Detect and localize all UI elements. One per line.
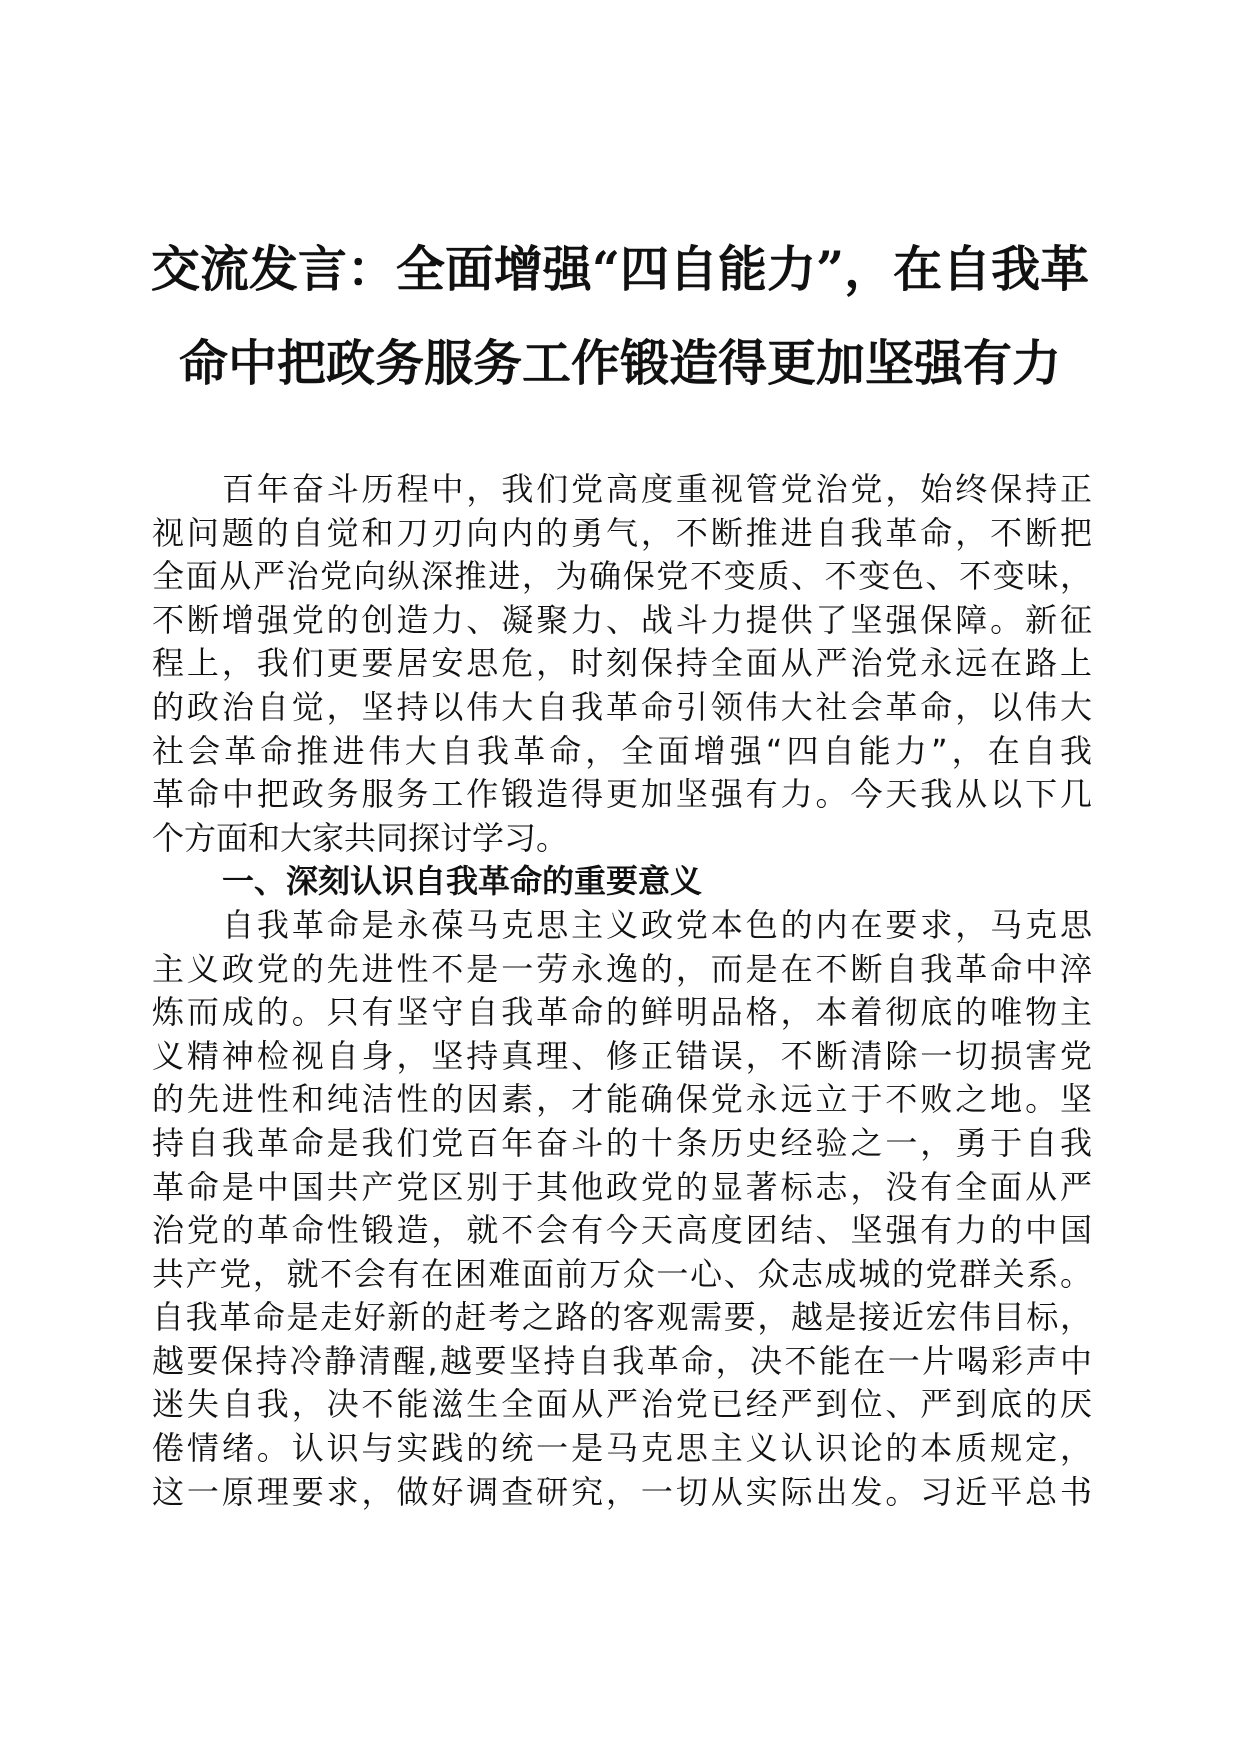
paragraph-line: 百年奋斗历程中，我们党高度重视管党治党，始终保持正 [222,470,1092,508]
paragraph-line: 视问题的自觉和刀刃向内的勇气，不断推进自我革命，不断把 [152,513,1092,552]
paragraph-line: 全面从严治党向纵深推进，为确保党不变质、不变色、不变味， [152,557,1092,596]
paragraph-line: 治党的革命性锻造，就不会有今天高度团结、坚强有力的中国 [152,1211,1092,1250]
paragraph-line: 自我革命是走好新的赶考之路的客观需要，越是接近宏伟目标， [152,1298,1092,1337]
paragraph-line: 越要保持冷静清醒,越要坚持自我革命，决不能在一片喝彩声中 [152,1341,1092,1380]
paragraph-line: 持自我革命是我们党百年奋斗的十条历史经验之一，勇于自我 [152,1123,1092,1162]
paragraph-line: 这一原理要求，做好调查研究，一切从实际出发。习近平总书 [152,1472,1092,1511]
paragraph-line: 炼而成的。只有坚守自我革命的鲜明品格，本着彻底的唯物主 [152,993,1092,1032]
paragraph-line: 革命中把政务服务工作锻造得更加坚强有力。今天我从以下几 [152,775,1092,814]
paragraph-line: 主义政党的先进性不是一劳永逸的，而是在不断自我革命中淬 [152,949,1092,988]
title-line-2: 命中把政务服务工作锻造得更加坚强有力 [178,334,1061,392]
paragraph-line: 倦情绪。认识与实践的统一是马克思主义认识论的本质规定， [152,1429,1092,1468]
title-line-1: 交流发言：全面增强“四自能力”，在自我革 [150,240,1090,298]
section-heading: 一、深刻认识自我革命的重要意义 [222,862,703,901]
paragraph-line: 程上，我们更要居安思危，时刻保持全面从严治党永远在路上 [152,644,1092,683]
paragraph-line: 社会革命推进伟大自我革命，全面增强“四自能力”，在自我 [152,731,1092,770]
paragraph-line: 不断增强党的创造力、凝聚力、战斗力提供了坚强保障。新征 [152,600,1092,639]
document-body [152,468,1092,1514]
paragraph-line: 共产党，就不会有在困难面前万众一心、众志成城的党群关系。 [152,1254,1092,1293]
paragraph-line: 革命是中国共产党区别于其他政党的显著标志，没有全面从严 [152,1167,1092,1206]
paragraph-line: 自我革命是永葆马克思主义政党本色的内在要求，马克思 [222,905,1092,944]
document-title [150,222,1090,410]
paragraph-line: 的先进性和纯洁性的因素，才能确保党永远立于不败之地。坚 [152,1080,1092,1119]
paragraph-line: 迷失自我，决不能滋生全面从严治党已经严到位、严到底的厌 [152,1385,1092,1424]
paragraph-line: 义精神检视自身，坚持真理、修正错误，不断清除一切损害党 [152,1036,1092,1075]
paragraph-line: 个方面和大家共同探讨学习。 [152,818,569,857]
paragraph-line: 的政治自觉，坚持以伟大自我革命引领伟大社会革命，以伟大 [152,687,1092,726]
